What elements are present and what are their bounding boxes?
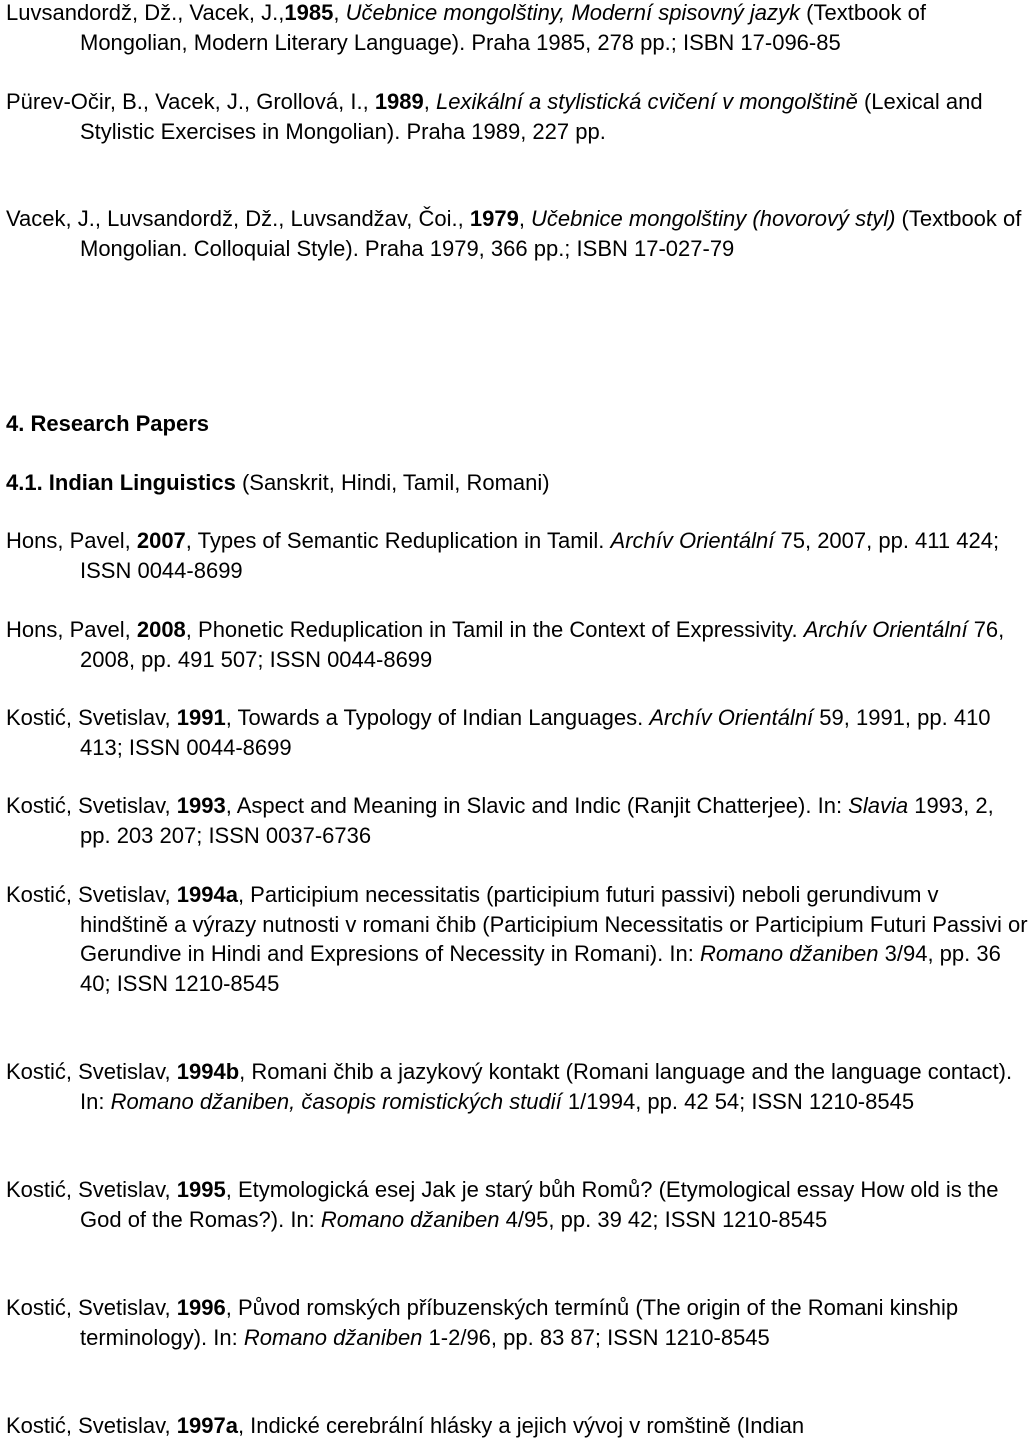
entry-year: 1985 [284, 0, 334, 25]
entry-separator: , Towards a Typology of Indian Languages. [225, 705, 650, 730]
entry-title: Romano džaniben [320, 1206, 500, 1232]
subsection-title: 4.1. Indian Linguistics [6, 470, 236, 495]
entry-author: Kostić, Svetislav, [6, 705, 177, 730]
entry-title: Romano džaniben [699, 941, 879, 966]
entry-details: 76, 2008, pp. 491 507; ISSN 0044-8699 [80, 617, 1005, 672]
entry-title: Učebnice mongolštiny, Moderní spisovný jazyk [345, 0, 801, 25]
entry-year: 1993 [176, 793, 226, 818]
entry-author: Vacek, J., Luvsandordž, Dž., Luvsandžav, Čoi., [6, 206, 470, 231]
entry-separator: , Phonetic Reduplication in Tamil in the Context of Expressivity. [185, 617, 804, 642]
entry-details: 1-2/96, pp. 83 87; ISSN 1210-8545 [422, 1324, 770, 1350]
entry-details: (Textbook of Mongolian, Modern Literary Language). Praha 1985, 278 pp.; ISBN 17-096-85 [80, 0, 926, 55]
entry-year: 1997a [176, 1413, 238, 1438]
bibliography-entry [6, 791, 1028, 850]
entry-title: Slavia [848, 793, 909, 818]
entry-year: 1989 [374, 89, 424, 114]
bibliography-entry [6, 87, 1028, 146]
bibliography-entry [6, 615, 1028, 674]
entry-separator: , [423, 89, 436, 114]
bibliography-entry [6, 1057, 1028, 1116]
entry-year: 1979 [469, 206, 519, 231]
entry-title: Lexikální a stylistická cvičení v mongolštině [436, 89, 858, 114]
entry-separator: , [333, 0, 346, 25]
entry-details: (Textbook of Mongolian. Colloquial Style). Praha 1979, 366 pp.; ISBN 17-027-79 [80, 206, 1022, 261]
entry-year: 2008 [136, 617, 186, 642]
bibliography-entry [6, 1293, 1028, 1352]
bibliography-entry [6, 703, 1028, 762]
entry-year: 1991 [176, 705, 226, 730]
entry-author: Kostić, Svetislav, [6, 1177, 177, 1202]
bibliography-entry [6, 1411, 1028, 1441]
entry-separator: , Aspect and Meaning in Slavic and Indic (Ranjit Chatterjee). In: [225, 793, 849, 818]
entry-author: Hons, Pavel, [6, 617, 137, 642]
entry-year: 1994a [176, 882, 238, 907]
entry-separator: , Participium necessitatis (participium futuri passivi) neboli gerundivum v hindštině a výrazy nutnosti v romani čhib (Participium Necessitatis or Participium Futuri Passivi or Gerundive in Hindi and Expresions of Necessity in Romani). In: [80, 882, 1028, 966]
entry-author: Kostić, Svetislav, [6, 793, 177, 818]
entry-title: Romano džaniben, časopis romistických studií [110, 1088, 562, 1114]
bibliography-entry [6, 204, 1028, 263]
entry-title: Archív Orientální [649, 705, 814, 730]
entry-separator: , Types of Semantic Reduplication in Tamil. [185, 528, 611, 553]
entry-details: 3/94, pp. 36 40; ISSN 1210-8545 [80, 941, 1001, 996]
entry-year: 1994b [176, 1059, 240, 1084]
entry-details: 4/95, pp. 39 42; ISSN 1210-8545 [499, 1206, 828, 1232]
entry-separator: , [518, 206, 532, 231]
entry-details: (Lexical and Stylistic Exercises in Mongolian). Praha 1989, 227 pp. [80, 89, 983, 144]
entry-separator: , Původ romských příbuzenských termínů (The origin of the Romani kinship terminology). In: [80, 1295, 959, 1350]
entry-author: Kostić, Svetislav, [6, 1413, 177, 1438]
entry-year: 1995 [176, 1177, 226, 1202]
entry-author: Luvsandordž, Dž., Vacek, J., [6, 0, 285, 25]
entry-title: Učebnice mongolštiny (hovorový styl) [531, 206, 896, 231]
bibliography-entry [6, 880, 1028, 998]
entry-title: Romano džaniben [243, 1324, 423, 1350]
entry-details: 1993, 2, pp. 203 207; ISSN 0037-6736 [80, 793, 994, 848]
entry-title: Archív Orientální [803, 617, 968, 642]
bibliography-entry [6, 0, 1028, 57]
entry-details: 1/1994, pp. 42 54; ISSN 1210-8545 [561, 1088, 915, 1114]
entry-author: Kostić, Svetislav, [6, 1295, 177, 1320]
bibliography-entry [6, 526, 1028, 585]
entry-year: 1996 [176, 1295, 226, 1320]
bibliography-entry [6, 1175, 1028, 1234]
entry-author: Pürev-Očir, B., Vacek, J., Grollová, I., [6, 89, 375, 114]
entry-year: 2007 [136, 528, 186, 553]
entry-separator: , Etymologická esej Jak je starý bůh Romů? (Etymological essay How old is the God of the Romas?). In: [80, 1177, 999, 1232]
entry-separator: , Indické cerebrální hlásky a jejich vývoj v romštině (Indian [237, 1413, 805, 1438]
entry-author: Kostić, Svetislav, [6, 882, 177, 907]
entry-separator: , Romani čhib a jazykový kontakt (Romani language and the language contact). In: [80, 1059, 1013, 1114]
entry-details: 59, 1991, pp. 410 413; ISSN 0044-8699 [80, 705, 991, 760]
subsection-note: (Sanskrit, Hindi, Tamil, Romani) [235, 470, 550, 495]
entry-details: 75, 2007, pp. 411 424; ISSN 0044-8699 [80, 528, 1000, 583]
entry-title: Archív Orientální [610, 528, 775, 553]
entry-author: Kostić, Svetislav, [6, 1059, 177, 1084]
subsection-heading [6, 468, 550, 498]
entry-author: Hons, Pavel, [6, 528, 137, 553]
section-heading: 4. Research Papers [6, 411, 210, 436]
